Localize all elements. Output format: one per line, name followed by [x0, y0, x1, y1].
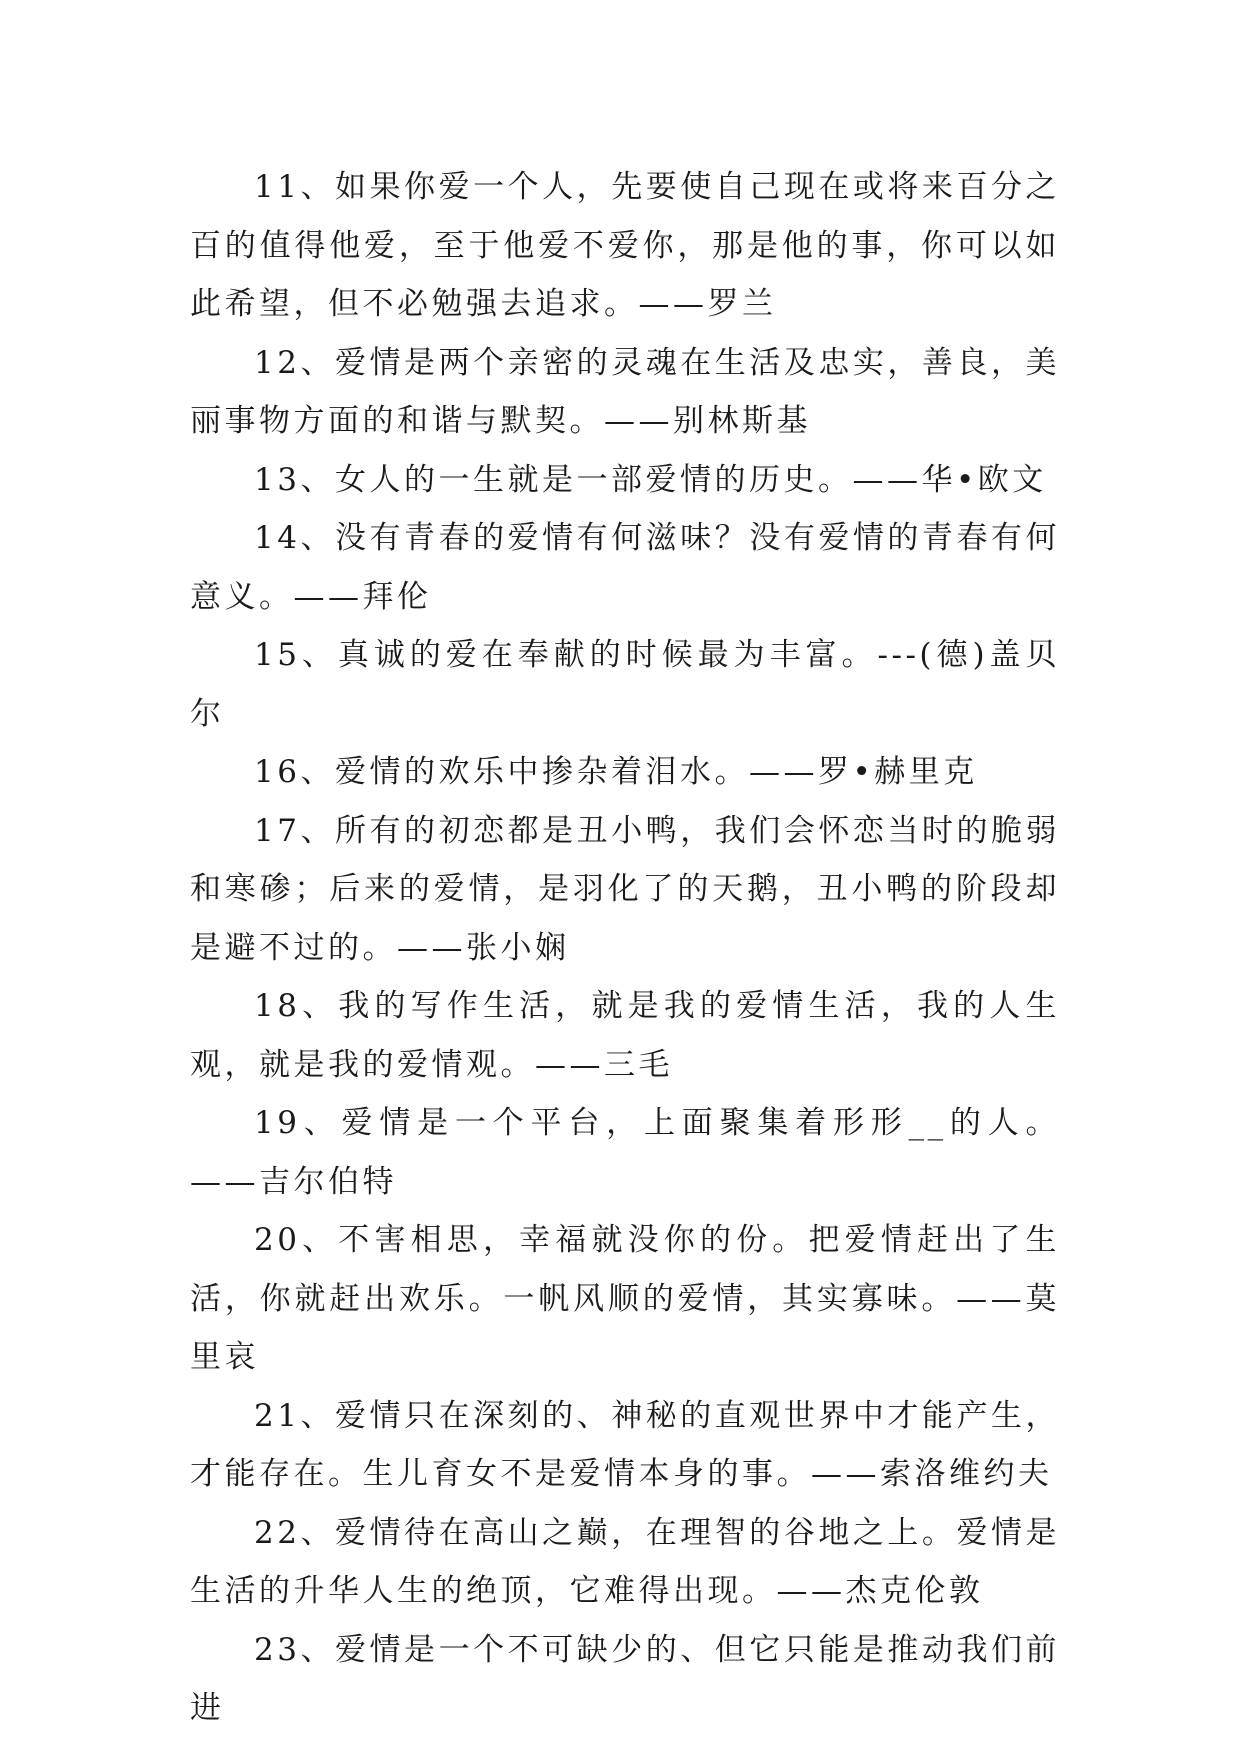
quote-list — [190, 158, 1060, 1738]
quote-paragraph-19: 19、爱情是一个平台，上面聚集着形形__的人。——吉尔伯特 — [190, 1105, 1060, 1200]
quote-paragraph-13: 13、女人的一生就是一部爱情的历史。——华•欧文 — [254, 461, 1047, 498]
quote-paragraph-23: 23、爱情是一个不可缺少的、但它只能是推动我们前进 — [190, 1631, 1060, 1726]
quote-paragraph-17: 17、所有的初恋都是丑小鸭，我们会怀恋当时的脆弱和寒碜；后来的爱情，是羽化了的天鹅，丑小鸭的阶段却是避不过的。——张小娴 — [190, 812, 1060, 966]
quote-paragraph-16: 16、爱情的欢乐中掺杂着泪水。——罗•赫里克 — [254, 754, 978, 790]
quote-paragraph-12: 12、爱情是两个亲密的灵魂在生活及忠实，善良，美丽事物方面的和谐与默契。——别林斯基 — [190, 344, 1060, 439]
quote-paragraph-21: 21、爱情只在深刻的、神秘的直观世界中才能产生，才能存在。生儿育女不是爱情本身的事。——索洛维约夫 — [190, 1397, 1060, 1492]
quote-paragraph-18: 18、我的写作生活，就是我的爱情生活，我的人生观，就是我的爱情观。——三毛 — [190, 988, 1060, 1083]
quote-paragraph-14: 14、没有青春的爱情有何滋味？没有爱情的青春有何意义。——拜伦 — [190, 520, 1060, 615]
quote-paragraph-11: 11、如果你爱一个人，先要使自己现在或将来百分之百的值得他爱，至于他爱不爱你，那是他的事，你可以如此希望，但不必勉强去追求。——罗兰 — [190, 169, 1060, 322]
quote-paragraph-15: 15、真诚的爱在奉献的时候最为丰富。---(德)盖贝尔 — [190, 637, 1060, 732]
quote-paragraph-22: 22、爱情待在高山之巅，在理智的谷地之上。爱情是生活的升华人生的绝顶，它难得出现。——杰克伦敦 — [190, 1514, 1060, 1609]
quote-paragraph-20: 20、不害相思，幸福就没你的份。把爱情赶出了生活，你就赶出欢乐。一帆风顺的爱情，其实寡味。——莫里哀 — [190, 1222, 1060, 1375]
